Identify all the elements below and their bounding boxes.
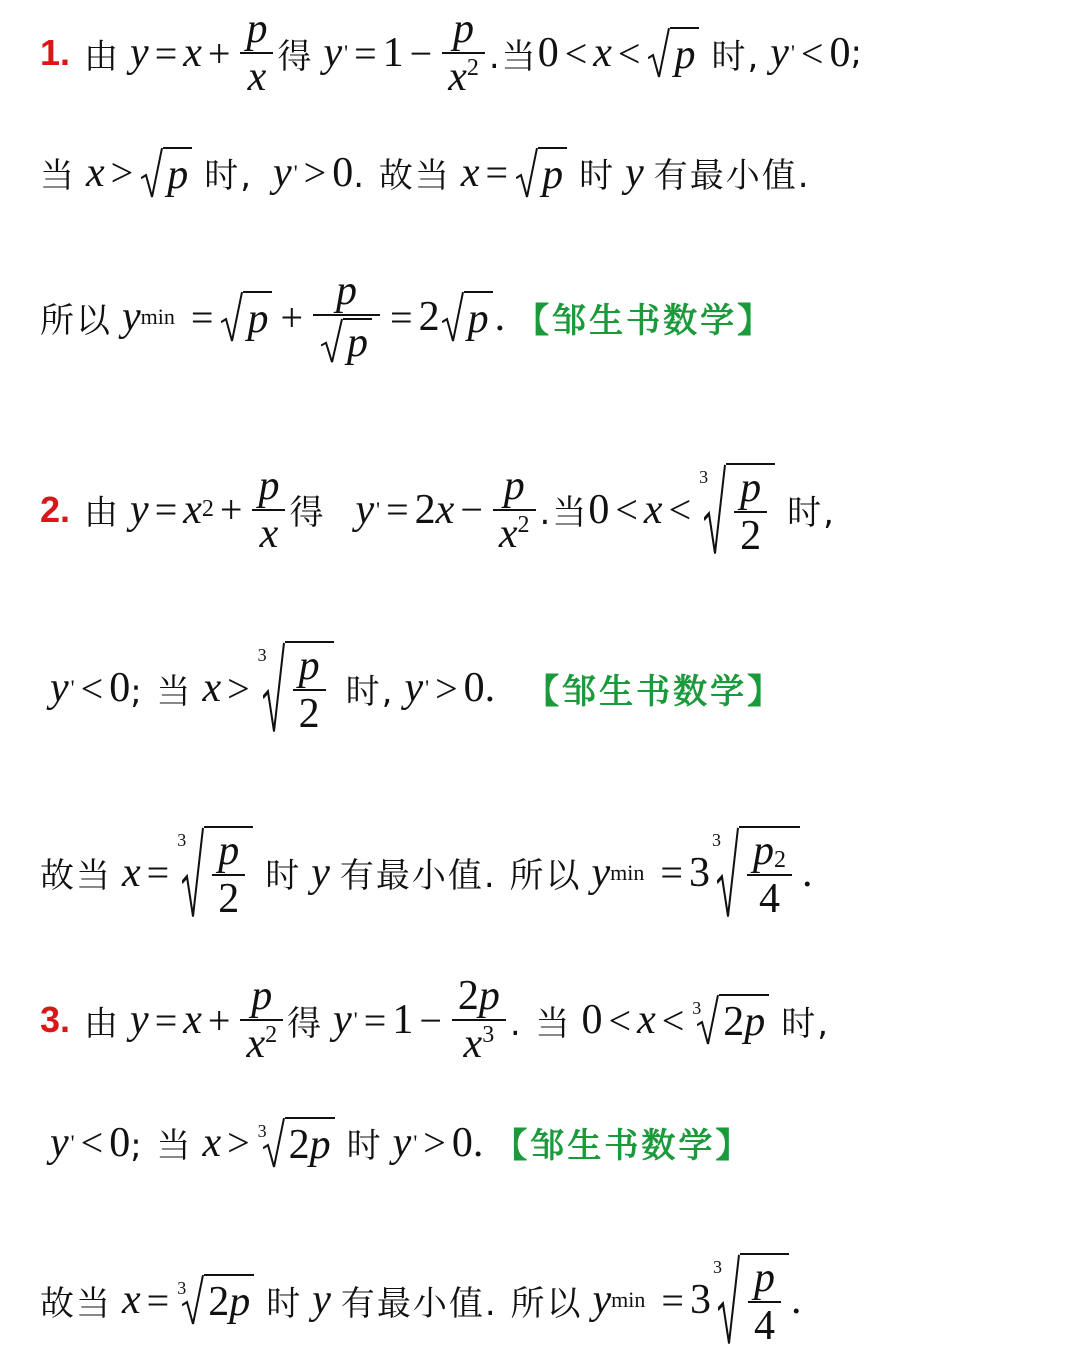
square-root: p [221,291,272,343]
problem-2-line-3: 故当 x = 3 $\frac{p}{2}$ 时 y 有最小值. 所以 y min = 3 3 p $_2$ 4 . [40,827,813,922]
problem-3-line-3: 故当 x = 3 2 p 时 y 有最小值. 所以 y min = 3 3 $\frac{p}{4}$ . [40,1255,802,1349]
fraction: $\frac{p}{x}$ [252,465,285,555]
square-root: p [141,147,192,199]
cube-root: 3 2 p [258,1117,335,1169]
cube-root: 3 $\frac{p}{2}$ [699,463,775,557]
problem-number: 3. [40,999,71,1040]
fraction: p x $^2$ [442,8,485,98]
fraction: p x $^2$ [493,465,536,555]
fraction: $\frac{p}{x}$ [240,8,273,98]
problem-3-line-2: y ' < 0 ; 当 x > 3 2 p 时 y ' > 0 . 【邹生书数学】 [40,1105,1060,1180]
watermark-tag: 【邹生书数学】 [525,671,785,712]
cube-root: 3 2 p [177,1274,254,1326]
watermark-tag: 【邹生书数学】 [515,300,775,341]
fraction: p x $^2$ [240,975,283,1065]
problem-1-line-3: 所以 y min = p + $\frac{p}{p}$ = 2 p . 【邹生书数学】 [40,268,775,366]
fraction: $\frac{p}{p}$ [313,270,380,364]
problem-2-line-2: y ' < 0 ; 当 x > 3 $\frac{p}{2}$ 时, y ' > 0 . 【邹生书数学】 [50,643,785,737]
cube-root: 3 $\frac{p}{4}$ [713,1253,789,1347]
square-root: p [442,291,493,343]
cube-root: 3 $\frac{p}{2}$ [177,826,253,920]
problem-3-line-1: 3. 由 y = x + p x $^2$ 得 y ' = 1 − 2 p x $^3$ . 当 0 < x < 3 2 p 时, [40,973,831,1067]
problem-1-line-2: 当 x > p 时, y ' > 0 . 故当 x = p 时 y 有最小值. [40,135,1060,210]
cube-root: 3 $\frac{p}{2}$ [258,641,334,735]
problem-2-line-1: 2. 由 y = x 2 + $\frac{p}{x}$ 得 y ' = 2 x − p x $^2$ .当 0 < x < 3 $\frac{p}{2}$ 时, [40,462,836,559]
cube-root: 3 2 p [692,994,769,1046]
problem-number: 1. [40,32,71,73]
watermark-tag: 【邹生书数学】 [493,1126,753,1166]
problem-number: 2. [40,488,71,530]
square-root: p [516,147,567,199]
problem-1-line-1: 1. 由 y = x + $\frac{p}{x}$ 得 y ' = 1 − p x $^2$ .当 0 < x < p 时, y ' < 0 ; [40,6,864,100]
fraction: 2 p x $^3$ [452,975,506,1065]
square-root: p [648,27,699,79]
cube-root: 3 p $_2$ 4 [712,826,800,920]
